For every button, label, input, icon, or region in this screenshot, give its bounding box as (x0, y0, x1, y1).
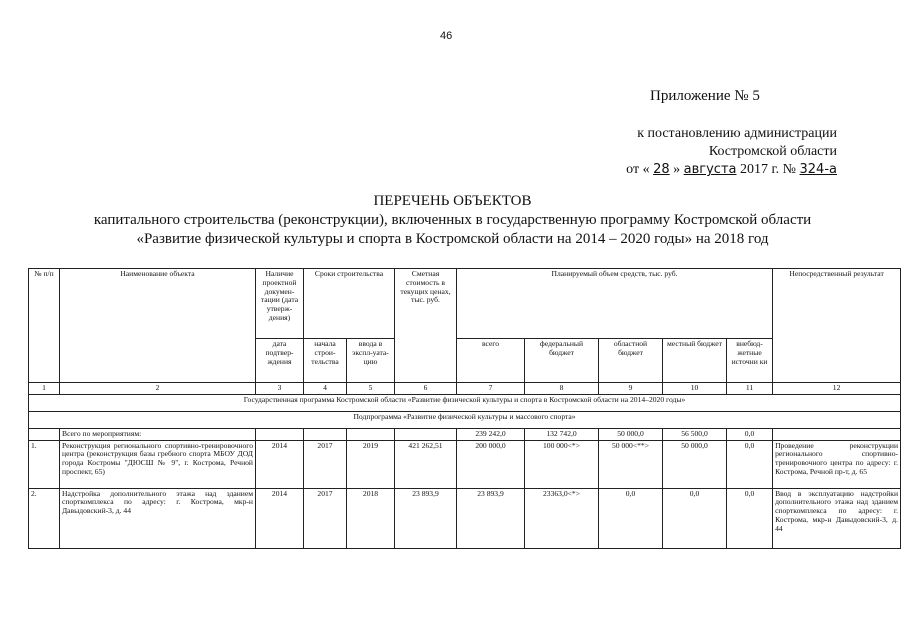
row-offbudget: 0,0 (727, 440, 773, 488)
program-row: Государственная программа Костромской области «Развитие физической культуры и спорта в Костромской области на 2014–2020 годы» (29, 394, 901, 411)
col-number: 8 (525, 383, 599, 395)
header-docs: Наличие проектной докумен-тации (дата утверж-дения) (256, 269, 304, 339)
decree-mid: » (673, 162, 681, 177)
total-offbudget: 0,0 (727, 428, 773, 440)
decree-line-3 (626, 161, 837, 179)
col-number: 10 (663, 383, 727, 395)
decree-month: августа (683, 162, 737, 177)
row-docs-date: 2014 (256, 488, 304, 548)
row-end: 2018 (347, 488, 395, 548)
row-federal: 100 000<*> (525, 440, 599, 488)
row-no: 1. (29, 440, 60, 488)
title-line-3: «Развитие физической культуры и спорта в Костромской области на 2014 – 2020 годы» на 2018 год (136, 231, 769, 247)
row-total: 200 000,0 (457, 440, 525, 488)
total-regional: 50 000,0 (599, 428, 663, 440)
header-plan: Планируемый объем средств, тыс. руб. (457, 269, 773, 339)
page-number: 46 (440, 30, 453, 42)
header-total: всего (457, 339, 525, 383)
col-number: 1 (29, 383, 60, 395)
col-number: 12 (773, 383, 901, 395)
header-no: № п/п (29, 269, 60, 383)
header-result: Непосредственный результат (773, 269, 901, 383)
header-cost: Сметная стоимость в текущих ценах, тыс. руб. (395, 269, 457, 383)
total-row (29, 428, 901, 440)
row-total: 23 893,9 (457, 488, 525, 548)
row-start: 2017 (304, 488, 347, 548)
header-local: местный бюджет (663, 339, 727, 383)
title-line-1: ПЕРЕЧЕНЬ ОБЪЕКТОВ (373, 193, 532, 209)
decree-prefix: от « (626, 162, 650, 177)
row-federal: 23363,0<*> (525, 488, 599, 548)
header-offbudget: внебюд-жетные источни ки (727, 339, 773, 383)
row-no: 2. (29, 488, 60, 548)
row-regional: 50 000<**> (599, 440, 663, 488)
total-federal: 132 742,0 (525, 428, 599, 440)
row-result: Ввод в эксплуатацию надстройки дополнительного этажа над зданием спорткомплекса по адресу: г. Кострома, мкр-н Давыдовский-3, д. 44 (773, 488, 901, 548)
row-local: 50 000,0 (663, 440, 727, 488)
header-name: Наименование объекта (60, 269, 256, 383)
header-start: начала строи-тельства (304, 339, 347, 383)
title-line-2: капитального строительства (реконструкции), включенных в государственную программу Костромской области (93, 212, 812, 228)
col-number: 3 (256, 383, 304, 395)
decree-reference (626, 125, 837, 179)
col-number: 5 (347, 383, 395, 395)
row-docs-date: 2014 (256, 440, 304, 488)
header-federal: федеральный бюджет (525, 339, 599, 383)
row-end: 2019 (347, 440, 395, 488)
row-local: 0,0 (663, 488, 727, 548)
decree-number: 324-а (799, 162, 837, 177)
row-offbudget: 0,0 (727, 488, 773, 548)
decree-line-2: Костромской области (708, 144, 837, 159)
decree-day: 28 (653, 162, 670, 177)
table-row (29, 440, 901, 488)
table-row (29, 488, 901, 548)
col-number: 11 (727, 383, 773, 395)
header-end: ввода в экспл-уата-цию (347, 339, 395, 383)
row-regional: 0,0 (599, 488, 663, 548)
row-cost: 23 893,9 (395, 488, 457, 548)
appendix-title: Приложение № 5 (650, 88, 760, 104)
document-title (0, 192, 905, 249)
row-start: 2017 (304, 440, 347, 488)
objects-table (28, 268, 901, 549)
total-sum: 239 242,0 (457, 428, 525, 440)
row-name: Реконструкция регионального спортивно-тренировочного центра (реконструкция базы гребного спорта МБОУ ДОД города Костромы "ДЮСШ № 9", г. Кострома, Речной проспект, 65) (60, 440, 256, 488)
row-cost: 421 262,51 (395, 440, 457, 488)
header-docs-date: дата подтвер-ждения (256, 339, 304, 383)
col-number: 7 (457, 383, 525, 395)
header-terms: Сроки строительства (304, 269, 395, 339)
col-number: 2 (60, 383, 256, 395)
col-number: 4 (304, 383, 347, 395)
decree-year: 2017 г. № (739, 162, 797, 177)
col-number: 9 (599, 383, 663, 395)
header-regional: областной бюджет (599, 339, 663, 383)
total-label: Всего по мероприятиям: (60, 428, 256, 440)
total-local: 56 500,0 (663, 428, 727, 440)
row-name: Надстройка дополнительного этажа над зданием спорткомплекса по адресу: г. Кострома, мкр-н Давыдовский-3, д. 44 (60, 488, 256, 548)
decree-line-1: к постановлению администрации (637, 126, 837, 141)
col-number: 6 (395, 383, 457, 395)
row-result: Проведение реконструкции регионального спортивно-тренировочного центра по адресу: г. Кострома, Речной пр-т, д. 65 (773, 440, 901, 488)
subprogram-row: Подпрограмма «Развитие физической культуры и массового спорта» (29, 411, 901, 428)
column-numbers-row (29, 383, 901, 395)
